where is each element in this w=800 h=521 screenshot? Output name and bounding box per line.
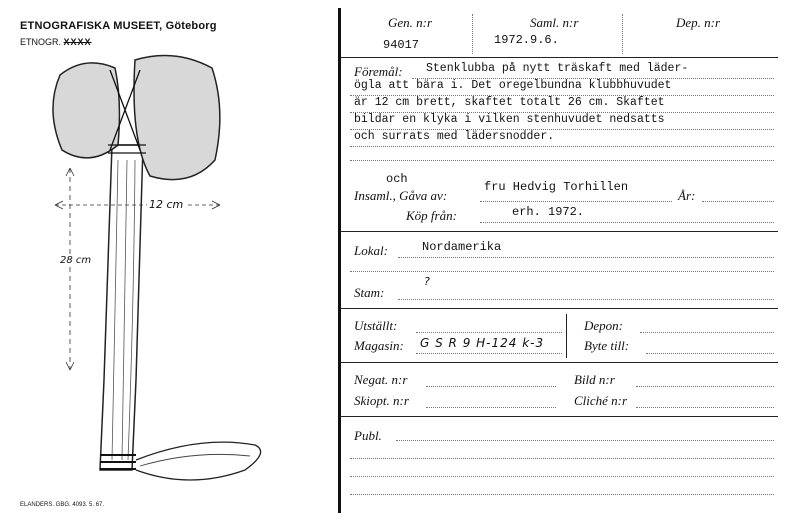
rule-publ-3 <box>350 476 774 477</box>
publ-label: Publ. <box>354 428 382 443</box>
cliche-label: Cliché n:r <box>574 393 628 408</box>
foremal-line-5: och surrats med lädersnodder. <box>354 130 555 143</box>
foremal-label: Föremål: <box>354 64 403 79</box>
magasin-value: G S R 9 H-124 k-3 <box>420 336 545 350</box>
gen-label: Gen. n:r <box>388 15 433 30</box>
length-label: 28 cm <box>60 255 92 266</box>
card-left-border <box>338 8 341 513</box>
rule-bild <box>636 386 774 387</box>
utstallt-label: Utställt: <box>354 318 398 333</box>
magasin-label: Magasin: <box>354 338 404 353</box>
width-label: 12 cm <box>149 198 184 211</box>
depon-label: Depon: <box>584 318 623 333</box>
rule-foremal-5 <box>350 146 774 147</box>
museum-name: ETNOGRAFISKA MUSEET, Göteborg <box>20 20 217 32</box>
department-label <box>20 37 92 47</box>
department-struck: XXXX <box>63 37 92 47</box>
rule-foremal-2 <box>350 95 774 96</box>
rule-ar <box>702 201 774 202</box>
saml-label: Saml. n:r <box>530 15 579 30</box>
lokal-label: Lokal: <box>354 243 388 258</box>
foremal-line-4: bildar en klyka i vilken stenhuvudet nedsatts <box>354 113 665 126</box>
negat-rule <box>340 416 778 417</box>
skiopt-label: Skiopt. n:r <box>354 393 409 408</box>
stam-rule <box>340 308 778 309</box>
rule-skiopt <box>426 407 556 408</box>
stam-label: Stam: <box>354 285 385 300</box>
rule-publ-2 <box>350 458 774 459</box>
top-divider-2 <box>622 14 623 54</box>
bild-label: Bild n:r <box>574 372 615 387</box>
insaml-value: fru Hedvig Torhillen <box>484 180 629 194</box>
rule-publ-1 <box>396 440 774 441</box>
kop-label: Köp från: <box>406 208 457 223</box>
rule-foremal-1 <box>412 78 774 79</box>
department-code: ETNOGR. <box>20 37 62 47</box>
rule-cliche <box>636 407 774 408</box>
magasin-rule <box>340 362 778 363</box>
gen-value: 94017 <box>383 38 420 52</box>
och-text: och <box>386 172 408 186</box>
rule-publ-4 <box>350 494 774 495</box>
top-rule <box>340 57 778 58</box>
rule-foremal-3 <box>350 112 774 113</box>
insaml-label: Insaml., Gåva av: <box>354 188 448 203</box>
magasin-divider <box>566 314 567 358</box>
foremal-line-1: Stenklubba på nytt träskaft med läder- <box>426 62 689 75</box>
ar-label: År: <box>678 188 696 203</box>
rule-foremal-6 <box>350 160 774 161</box>
printer-note: ELANDERS. GBG. 4093. 5. 67. <box>20 502 105 508</box>
stam-value: ? <box>424 275 430 288</box>
rule-depon <box>640 332 774 333</box>
rule-magasin <box>416 353 562 354</box>
rule-insaml <box>480 201 672 202</box>
dep-label: Dep. n:r <box>676 15 721 30</box>
foremal-line-2: ögla att bära i. Det oregelbundna klubbhuvudet <box>354 79 672 92</box>
rule-byte <box>646 353 774 354</box>
insaml-rule <box>340 231 778 232</box>
rule-lokal-1 <box>398 257 774 258</box>
rule-lokal-2 <box>350 271 774 272</box>
foremal-line-3: är 12 cm brett, skaftet totalt 26 cm. Skaftet <box>354 96 665 109</box>
rule-foremal-4 <box>350 129 774 130</box>
kop-value: erh. 1972. <box>512 205 585 219</box>
stone-club-drawing <box>0 50 330 510</box>
byte-label: Byte till: <box>584 338 630 353</box>
rule-utstallt <box>416 332 562 333</box>
rule-stam <box>398 299 774 300</box>
saml-value: 1972.9.6. <box>494 33 559 47</box>
negat-label: Negat. n:r <box>354 372 408 387</box>
top-divider-1 <box>472 14 473 54</box>
lokal-value: Nordamerika <box>422 240 502 254</box>
rule-kop <box>480 222 774 223</box>
rule-negat <box>426 386 556 387</box>
